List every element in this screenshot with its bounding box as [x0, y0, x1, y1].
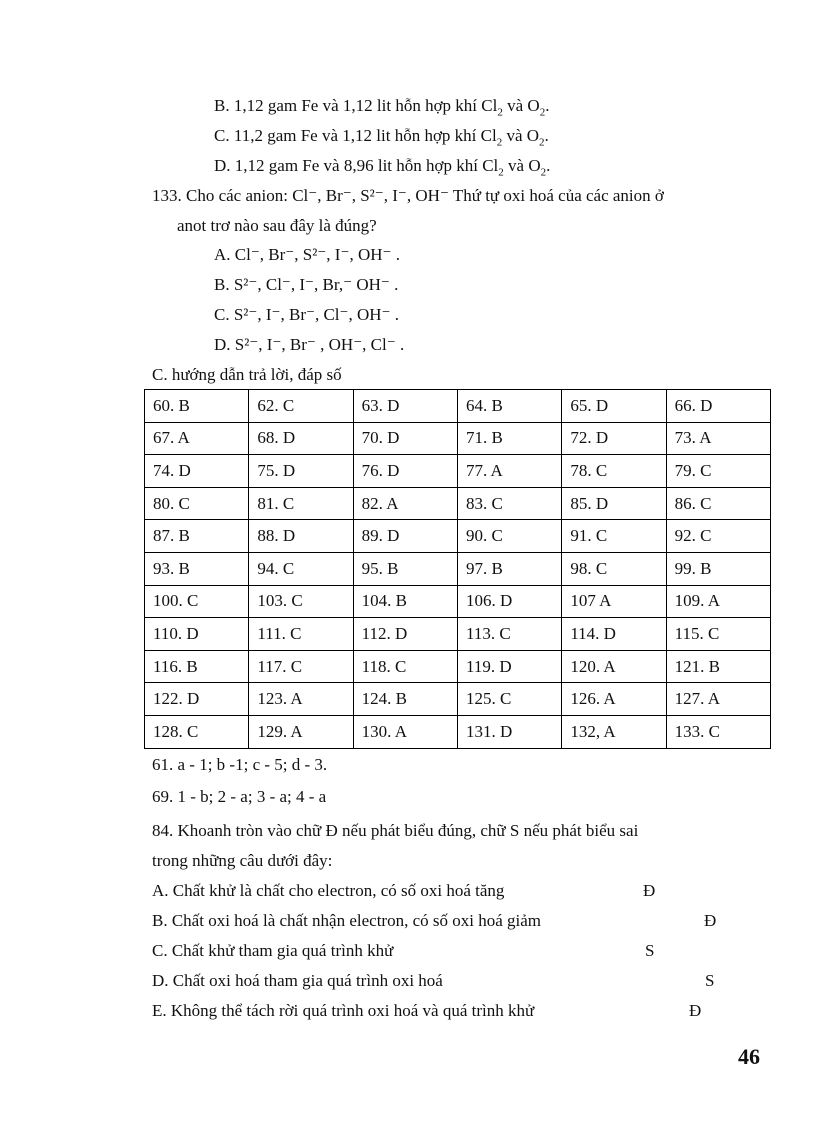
q84-mark-e: Đ: [689, 1001, 702, 1020]
table-cell: 70. D: [353, 422, 457, 455]
page-number: 46: [738, 1044, 760, 1069]
table-row: [145, 390, 771, 423]
table-cell: 107 A: [562, 585, 666, 618]
q132-option-d: D. 1,12 gam Fe và 8,96 lit hỗn hợp khí $Cl_2$ và $O_2$.: [214, 156, 551, 179]
q132-option-b: B. 1,12 gam Fe và 1,12 lit hỗn hợp khí $Cl_2$ và $O_2$.: [214, 96, 550, 119]
table-cell: 60. B: [145, 390, 249, 423]
table-cell: 104. B: [353, 585, 457, 618]
q84-stem-line2: trong những câu dưới đây:: [152, 851, 333, 870]
table-cell: 85. D: [562, 487, 666, 520]
table-row: [145, 683, 771, 716]
table-cell: 86. C: [666, 487, 770, 520]
table-cell: 99. B: [666, 552, 770, 585]
q84-statement-c: C. Chất khử tham gia quá trình khử: [152, 941, 394, 960]
table-row: [145, 487, 771, 520]
table-cell: 116. B: [145, 650, 249, 683]
table-cell: 73. A: [666, 422, 770, 455]
q133-stem-line1: 133. Cho các anion: Cl⁻, Br⁻, S²⁻, I⁻, OH⁻ Thứ tự oxi hoá của các anion ở: [152, 186, 664, 205]
table-cell: 114. D: [562, 618, 666, 651]
table-cell: 67. A: [145, 422, 249, 455]
answer-61: 61. a - 1; b -1; c - 5; d - 3.: [152, 755, 328, 774]
table-row: [145, 618, 771, 651]
table-row: [145, 715, 771, 748]
table-cell: 83. C: [457, 487, 561, 520]
table-cell: 72. D: [562, 422, 666, 455]
table-cell: 98. C: [562, 552, 666, 585]
table-cell: 92. C: [666, 520, 770, 553]
table-cell: 112. D: [353, 618, 457, 651]
table-cell: 122. D: [145, 683, 249, 716]
table-cell: 119. D: [457, 650, 561, 683]
table-cell: 127. A: [666, 683, 770, 716]
table-cell: 88. D: [249, 520, 353, 553]
table-cell: 118. C: [353, 650, 457, 683]
table-cell: 82. A: [353, 487, 457, 520]
table-cell: 128. C: [145, 715, 249, 748]
table-cell: 126. A: [562, 683, 666, 716]
answer-table: [144, 389, 771, 749]
table-cell: 68. D: [249, 422, 353, 455]
q133-option-a: A. Cl⁻, Br⁻, S²⁻, I⁻, OH⁻ .: [214, 245, 400, 264]
q84-statement-a: A. Chất khử là chất cho electron, có số oxi hoá tăng: [152, 881, 505, 900]
table-cell: 109. A: [666, 585, 770, 618]
table-cell: 62. C: [249, 390, 353, 423]
section-heading: C. hướng dẫn trả lời, đáp số: [152, 365, 342, 384]
table-cell: 100. C: [145, 585, 249, 618]
table-cell: 77. A: [457, 455, 561, 488]
table-cell: 90. C: [457, 520, 561, 553]
table-row: [145, 520, 771, 553]
table-cell: 97. B: [457, 552, 561, 585]
table-cell: 87. B: [145, 520, 249, 553]
q133-option-d: D. S²⁻, I⁻, Br⁻ , OH⁻, Cl⁻ .: [214, 335, 405, 354]
table-cell: 64. B: [457, 390, 561, 423]
table-cell: 65. D: [562, 390, 666, 423]
q84-statement-b: B. Chất oxi hoá là chất nhận electron, có số oxi hoá giảm: [152, 911, 542, 930]
table-cell: 124. B: [353, 683, 457, 716]
table-cell: 111. C: [249, 618, 353, 651]
table-cell: 95. B: [353, 552, 457, 585]
table-cell: 121. B: [666, 650, 770, 683]
table-cell: 106. D: [457, 585, 561, 618]
table-cell: 79. C: [666, 455, 770, 488]
table-cell: 89. D: [353, 520, 457, 553]
table-cell: 115. C: [666, 618, 770, 651]
q84-mark-d: S: [705, 971, 715, 990]
table-cell: 63. D: [353, 390, 457, 423]
table-cell: 93. B: [145, 552, 249, 585]
table-cell: 71. B: [457, 422, 561, 455]
q132-option-c: C. 11,2 gam Fe và 1,12 lit hỗn hợp khí $Cl_2$ và $O_2$.: [214, 126, 549, 149]
table-cell: 130. A: [353, 715, 457, 748]
q84-stem-line1: 84. Khoanh tròn vào chữ Đ nếu phát biểu đúng, chữ S nếu phát biểu sai: [152, 821, 639, 840]
q84-mark-b: Đ: [704, 911, 717, 930]
table-cell: 78. C: [562, 455, 666, 488]
q84-statement-d: D. Chất oxi hoá tham gia quá trình oxi hoá: [152, 971, 443, 990]
table-cell: 120. A: [562, 650, 666, 683]
table-cell: 125. C: [457, 683, 561, 716]
table-cell: 113. C: [457, 618, 561, 651]
table-cell: 94. C: [249, 552, 353, 585]
table-cell: 103. C: [249, 585, 353, 618]
table-row: [145, 552, 771, 585]
q84-mark-a: Đ: [643, 881, 656, 900]
q133-stem-line2: anot trơ nào sau đây là đúng?: [177, 216, 377, 235]
table-row: [145, 455, 771, 488]
table-cell: 117. C: [249, 650, 353, 683]
table-row: [145, 585, 771, 618]
table-cell: 129. A: [249, 715, 353, 748]
answer-69: 69. 1 - b; 2 - a; 3 - a; 4 - a: [152, 787, 327, 806]
table-cell: 131. D: [457, 715, 561, 748]
q84-mark-c: S: [645, 941, 655, 960]
table-cell: 76. D: [353, 455, 457, 488]
table-cell: 81. C: [249, 487, 353, 520]
table-cell: 66. D: [666, 390, 770, 423]
q133-option-b: B. S²⁻, Cl⁻, I⁻, Br,⁻ OH⁻ .: [214, 275, 399, 294]
table-row: [145, 650, 771, 683]
table-cell: 75. D: [249, 455, 353, 488]
table-cell: 91. C: [562, 520, 666, 553]
q84-statement-e: E. Không thể tách rời quá trình oxi hoá và quá trình khử: [152, 1001, 535, 1020]
table-cell: 133. C: [666, 715, 770, 748]
table-row: [145, 422, 771, 455]
table-cell: 123. A: [249, 683, 353, 716]
table-cell: 110. D: [145, 618, 249, 651]
q133-option-c: C. S²⁻, I⁻, Br⁻, Cl⁻, OH⁻ .: [214, 305, 400, 324]
table-cell: 74. D: [145, 455, 249, 488]
table-cell: 132, A: [562, 715, 666, 748]
table-cell: 80. C: [145, 487, 249, 520]
